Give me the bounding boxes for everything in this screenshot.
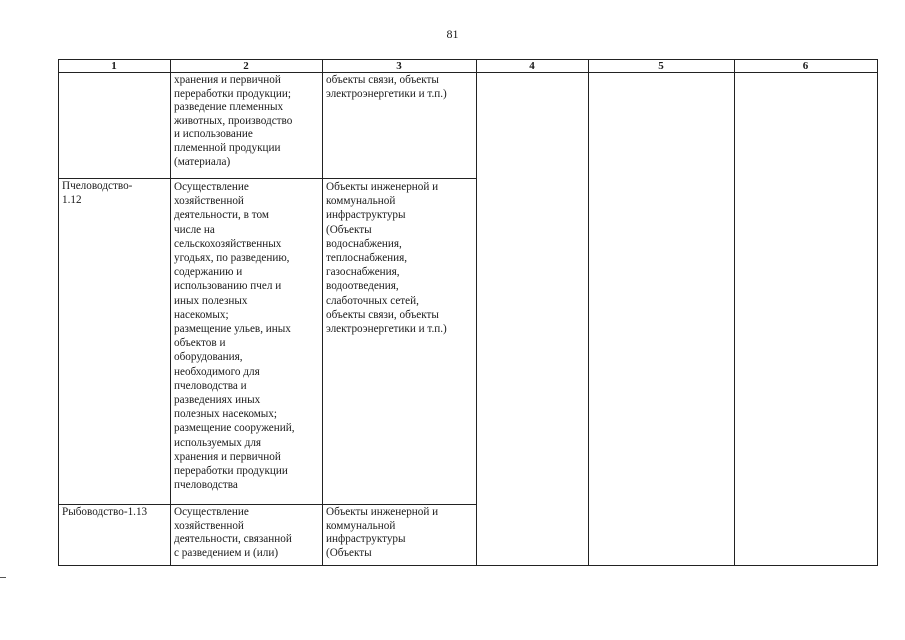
table-cell-name — [58, 73, 170, 178]
column-header-2: 2 — [243, 60, 249, 72]
table-cell-objects: Объекты инженерной и коммунальной инфраструктуры (Объекты водоснабжения, теплоснабжения, газоснабжения, водоотведения, слаботочных сетей, объекты связи, объекты электроэнергетики и т.п.) — [326, 181, 447, 336]
column-border — [588, 59, 589, 566]
page-number: 81 — [446, 27, 459, 41]
table-cell-name: Пчеловодство- 1.12 — [62, 180, 133, 206]
column-header-5: 5 — [658, 60, 664, 72]
table-cell-objects: Объекты инженерной и коммунальной инфраструктуры (Объекты — [326, 506, 439, 559]
column-header-6: 6 — [802, 60, 809, 72]
table-cell-activity: хранения и первичной переработки продукции; разведение племенных животных, производство и использование племенной продукции (материала) — [174, 74, 293, 168]
column-header-1: 1 — [111, 60, 117, 72]
column-border — [734, 59, 735, 566]
table-cell-objects: объекты связи, объекты электроэнергетики и т.п.) — [326, 74, 447, 100]
column-border — [877, 59, 878, 566]
table-bottom-border — [58, 565, 878, 566]
column-header-3: 3 — [396, 60, 402, 72]
table-cell-activity: Осуществление хозяйственной деятельности, связанной с разведением и (или) — [174, 506, 292, 559]
column-border — [476, 59, 477, 566]
table-cell-activity: Осуществление хозяйственной деятельности, в том числе на сельскохозяйственных угодьях, по разведению, содержанию и использованию пчел и иных полезных насекомых; размещение ульев, иных объектов и оборудования, необходимого для пчеловодства и разведениях иных полезных насекомых; размещение сооружений, используемых для хранения и первичной переработки продукции пчеловодства — [174, 181, 295, 492]
column-header-4: 4 — [529, 60, 535, 72]
table-cell-name: Рыбоводство-1.13 — [62, 506, 148, 518]
margin-mark — [0, 577, 6, 578]
